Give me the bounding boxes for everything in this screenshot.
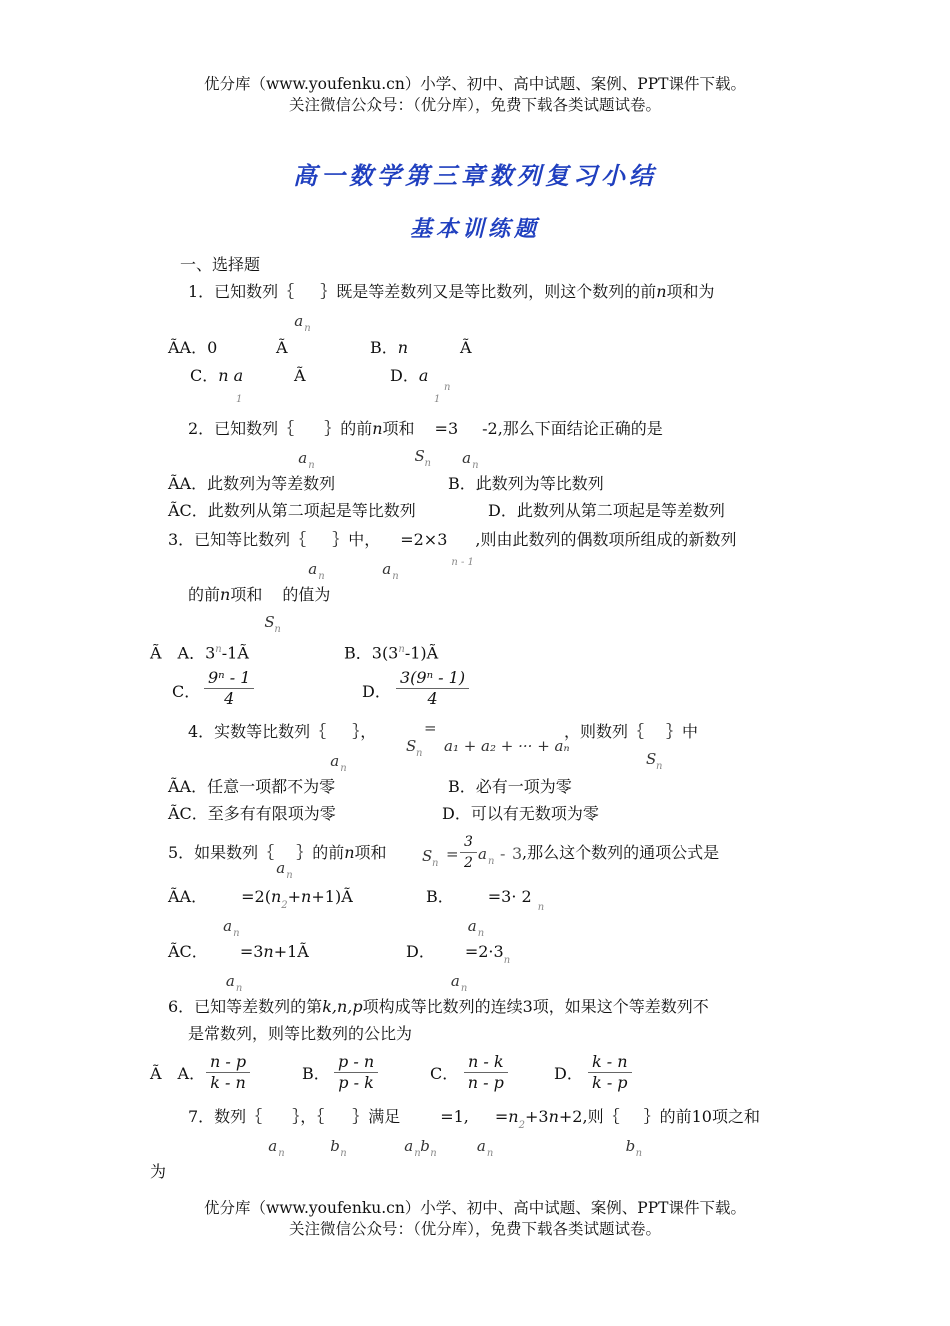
q3-option-c: C． [172,682,201,701]
q4-option-d: D．可以有无数项为零 [442,804,599,823]
question-3: 3．已知等比数列｛ a n ｝中， a n =2×3 n - 1 ,则由此数列的偶数项所组成的新数列 [168,530,737,582]
q5-option-c: ÃC． a n =3n+1Ã [168,942,309,994]
question-6: 6．已知等差数列的第k,n,p项构成等比数列的连续3项，如果这个等差数列不 [168,997,709,1016]
q3-option-b: B．3(3$^n$-1)Ã [344,643,439,663]
question-6-cont: 是常数列，则等比数列的公比为 [188,1024,413,1043]
q3-option-c-fraction: $\frac{\text{9ⁿ - 1}}{4}$ [204,668,254,709]
q6-option-c: C． [430,1064,459,1083]
q5-option-b: B． a n $=3\cdot 2_n$ [426,887,545,939]
q6-option-a: Ã A． [150,1064,206,1083]
q1-mark-2: Ã [460,338,472,357]
q1-mark-1: Ã [276,338,288,357]
footer-line-1: 优分库（www.youfenku.cn）小学、初中、高中试题、案例、PPT课件下载。 [203,1199,747,1217]
question-4: 4．实数等比数列｛ a n ｝， [188,722,377,774]
q2-option-d: D．此数列从第二项起是等差数列 [488,501,725,520]
header-line-1: 优分库（www.youfenku.cn）小学、初中、高中试题、案例、PPT课件下载。 [203,75,747,93]
page-subtitle: 基本训练题 [409,217,540,242]
header-line-2: 关注微信公众号：（优分库），免费下载各类试题试卷。 [288,96,661,114]
q5-formula: S n = $\frac{3}{2}$ a n - 3 [422,834,523,871]
q1-option-c: C．n a 1 [190,366,244,405]
q1-option-d: D．a 1 n [390,366,451,405]
q6-option-d-fraction: $\frac{k - n}{k - p}$ [588,1052,632,1093]
question-4-cont: ，则数列｛ S n ｝中 [564,722,699,772]
question-7: 7．数列｛ a n ｝，｛ b n ｝满足 a n b n =1, a n $=n_2+3n+2$,则｛ b n ｝的前10项之和 [188,1107,760,1159]
q6-option-d: D． [554,1064,583,1083]
q4-formula: = S n a₁ + a₂ + ··· + aₙ [406,719,570,759]
q4-option-c: ÃC．至多有有限项为零 [168,804,336,823]
footer-line-2: 关注微信公众号：（优分库），免费下载各类试题试卷。 [288,1220,661,1238]
question-2: 2．已知数列｛ a n ｝的前n项和 S n =3 a n -2,那么下面结论正确的是 [188,419,663,471]
q3-option-d-fraction: $\frac{\text{3(9ⁿ - 1)}}{4}$ [396,668,469,709]
q2-option-b: B．此数列为等比数列 [448,474,604,493]
q6-option-a-fraction: $\frac{n - p}{k - n}$ [206,1052,250,1093]
q3-option-a: Ã A．3$^n$-1Ã [150,643,249,663]
question-5-cont: ,那么这个数列的通项公式是 [522,843,720,862]
q6-option-b-fraction: $\frac{p - n}{p - k}$ [334,1052,378,1093]
q1-option-a: ÃA．0 [168,338,218,357]
page-title: 高一数学第三章数列复习小结 [293,162,657,190]
q3-option-d: D． [362,682,391,701]
q4-option-b: B．必有一项为零 [448,777,572,796]
section-heading: 一、选择题 [180,255,261,274]
q5-option-d: D． a n $=2\cdot 3_n$ [406,942,511,994]
question-1: 1．已知数列｛ a n ｝既是等差数列又是等比数列，则这个数列的前n项和为 [188,282,715,334]
q4-option-a: ÃA．任意一项都不为零 [168,777,336,796]
q6-option-b: B． [302,1064,330,1083]
q2-option-a: ÃA．此数列为等差数列 [168,474,336,493]
question-3-cont: 的前n项和 S n 的值为 [188,585,331,635]
question-7-cont: 为 [150,1162,167,1181]
q2-option-c: ÃC．此数列从第二项起是等比数列 [168,501,416,520]
q1-mark-3: Ã [294,366,306,385]
q6-option-c-fraction: $\frac{n - k}{n - p}$ [464,1052,508,1093]
q5-option-a: ÃA． a n $=2(n_2+n+1)Ã$ [168,887,353,939]
question-5: 5．如果数列｛ a n ｝的前n项和 [168,843,387,881]
q1-option-b: B．n [370,338,409,357]
